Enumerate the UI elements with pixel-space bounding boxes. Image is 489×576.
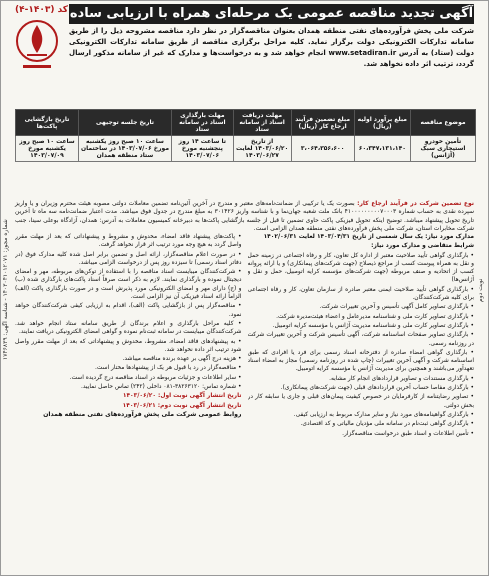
conditions-left-column xyxy=(15,233,242,569)
cell-briefing-date: ساعت ۱۰ صبح روز یکشنبه مورخ ۱۴۰۳/۰۷/۰۶ در ساختمان ستاد منطقه همدان xyxy=(79,136,172,162)
public-relations-signature: روابط عمومی شرکت ملی پخش فرآورده‌های نفتی منطقه همدان xyxy=(43,410,242,418)
list-item: • به پیشنهادهای فاقد امضاء، مشروط، مخدوش و پیشنهاداتی که بعد از مهلت مقرر واصل شود ترتیب اثر داده نخواهد شد. xyxy=(15,338,242,353)
company-logo-icon xyxy=(13,15,61,73)
cell-estimate: ۶۰،۳۴۷،۱۳۱،۱۴۰ xyxy=(354,136,410,162)
list-item: • در صورت اعلام مناقصه‌گزار، ارائه اصل و تضمین برابر اصل شده کلیه مدارک فوق (در دفاتر اسناد رسمی) تا سیزده روز پس از درخواست الزامی میباشد. xyxy=(15,251,242,266)
list-item: • سایر اطلاعات و جزئیات مربوطه در اسناد مناقصه درج گردیده است. xyxy=(69,374,242,381)
header-opening-date: تاریخ بازگشایی پاکت‌ها xyxy=(16,110,79,136)
list-item: • تصاویر رضایتنامه از کارفرمایان در خصوص کیفیت پیمان‌های قبلی و جاری یا سابقه کار در بخش دولتی. xyxy=(247,394,474,409)
list-item: • شماره تماس: ۳۸۲۶۳۱۲۰-۰۸۱ داخلی (۲۴۲) تماس حاصل نمایید. xyxy=(80,384,242,391)
notice-intro: شرکت ملی پخش فرآورده‌های نفتی منطقه همدان بعنوان مناقصه‌گزار در نظر دارد مناقصه مشروحه ذیل را از طریق سامانه تدارکات الکترونیکی دولت برگزار نماید. کلیه مراحل برگزاری مناقصه از طریق سامانه تدارکات الکترونیکی دولت (ستاد) به آدرس www.setadiran.ir انجام خواهد شد و به درخواست‌ها و مدارک که غیر از سامانه مذکور ارسال گردد، ترتیب اثر داده نخواهد شد. xyxy=(69,27,474,68)
table-row xyxy=(16,136,476,162)
cell-upload-deadline: تا ساعت ۱۴ روز پنجشنبه مورخ ۱۴۰۳/۰۷/۰۶ xyxy=(172,136,234,162)
list-item: • مناقصه‌گزار پس از بازگشایی پاکت (الف)، اقدام به ارزیابی کیفی شرکت‌کنندگان خواهد نمود. xyxy=(15,303,242,318)
table-header-row xyxy=(16,110,476,136)
list-item: • بارگذاری گواهی تأیید صلاحیت معتبر از اداره کل تعاون، کار و رفاه اجتماعی در زمینه حمل و نقل به همراه پیوست کسب از مراجع ذیصلاح (جهت شرکت‌های پیمانکاری) و یا ارائه پروانه کسب از اتحادیه و صنف مربوطه (جهت شرکت‌های مؤسسه کرایه اتومبیل، حمل و نقل و آژانس‌ها) xyxy=(247,252,474,284)
list-item: • پاکت‌های پیشنهاد فاقد امضاء، مخدوش و مشروط و پیشنهاداتی که بعد از مهلت مقرر واصل گردد به هیچ وجه مورد ترتیب اثر قرار نخواهد گرفت. xyxy=(15,234,242,249)
list-item: • بارگذاری مستندات و تصاویر قراردادهای انجام کار مشابه. xyxy=(329,375,474,382)
list-item: • بارگذاری گواهینامه‌های مورد نیاز و سایر مدارک مربوط به ارزیابی کیفی. xyxy=(293,411,474,418)
conditions-columns xyxy=(15,233,474,569)
list-item: • شرکت‌کنندگان میبایست اسناد مناقصه را با استفاده از توکن‌های مربوطه، مهر و امضای دیجیتال نموده و بارگذاری نمایند. لازم به ذکر است صرفاً اسناد پاکت‌های بارگذاری شده (ب) و (ج) دارای مهر و امضای الکترونیکی مورد پذیرش است و در صورت بارگذاری پاکت (الف) الزاماً ارائه اسناد فیزیکی آن نیز الزامی است. xyxy=(15,269,242,301)
list-item: • بارگذاری تصاویر کارت ملی و شناسنامه مدیرعامل و اعضاء هیئت‌مدیره شرکت. xyxy=(276,313,474,320)
cell-guarantee: ۳،۰۶۴،۳۵۶،۶۰۰ xyxy=(291,136,354,162)
list-item: • بارگذاری تصاویر صفحات اساسنامه شرکت، آگهی تأسیس شرکت و آخرین تغییرات شرکت در روزنامه رسمی. xyxy=(247,332,474,347)
header-upload-deadline: مهلت بارگذاری اسناد در سامانه ستاد xyxy=(172,110,234,136)
guarantee-note xyxy=(15,200,474,233)
header-briefing-date: تاریخ جلسه توجیهی xyxy=(79,110,172,136)
first-publication-date: تاریخ انتشار آگهی نوبت اول: ۱۴۰۳/۰۶/۲۰ xyxy=(122,393,242,400)
list-item: • کلیه مراحل بارگذاری و اعلام برندگان از طریق سامانه ستاد انجام خواهد شد. شرکت‌کنندگان میبایست در سامانه ثبت‌نام نموده و گواهی امضای الکترونیکی دریافت نمایند. xyxy=(15,320,242,336)
notice-code: (۴-۱۴۰۳) کد xyxy=(15,5,68,15)
list-item: • بارگذاری گواهی تأیید صلاحیت ایمنی معتبر صادره از سازمان تعاون، کار و رفاه اجتماعی برای کلیه شرکت‌کنندگان. xyxy=(247,286,474,302)
publication-round-strip: نوبت دوم xyxy=(477,278,484,302)
list-item: • بارگذاری گواهی امضاء صادره از دفترخانه اسناد رسمی برای فرد یا افرادی که طبق اساسنامه شرکت و آگهی آخرین تغییرات (چاپ شده در روزنامه رسمی) مجاز به امضاء اسناد تعهدآور می‌باشند و همچنین برای مدیریت آژانس یا مؤسسه کرایه اتومبیل. xyxy=(247,349,474,373)
license-number-strip: شماره مجوز: ۱۴۰۳۰۴۱۰۱۲۰۷۱ - شناسه آگهی: ۱۷۴۶۸۳۹ xyxy=(2,219,9,361)
header-guarantee: مبلغ تضمین فرآیند ارجاع کار (ریال) xyxy=(291,110,354,136)
cell-opening-date: ساعت ۱۰ صبح روز یکشنبه مورخ ۱۴۰۳/۰۷/۰۹ xyxy=(16,136,79,162)
list-item: شرایط متقاضی و مدارک مورد نیاز: xyxy=(371,243,474,250)
header-estimate: مبلغ برآورد اولیه (ریال) xyxy=(354,110,410,136)
guarantee-note-body: بصورت یک یا ترکیبی از ضمانت‌نامه‌های معتبر و مندرج در آخرین آئین‌نامه تضمین معاملات دولتی مصوبه هیئت محترم وزیران و یا واریز سپرده نقدی به حساب شماره ۴۱۰۰۰۰۰۰۰۰۰۷۰۰۰۳ بانک ملت شعبه جهان‌نما و با شناسه واریز ۳۰۱۴۲۶ به مبلغ مندرج در جدول فوق میباشد. مدت اعتبار ضمانت‌نامه سه ماه تا آخرین تاریخ تحویل پیشنهاد میباشد. توضیح اینکه تحویل فیزیکی پاکت حاوی تضمین تا قبل از جلسه بازگشایی پاکت‌ها به دبیرخانه کمیسیون معاملات به آدرس: همدان، آزادگاه بوعلی سینا، جنب شرکت مخابرات استان، شرکت ملی پخش فرآورده‌های نفتی منطقه همدان الزامی است. xyxy=(15,200,474,232)
notice-title: آگهی تجدید مناقصه عمومی یک مرحله‌ای همراه با ارزیابی ساده xyxy=(69,4,474,24)
header-subject: موضوع مناقصه xyxy=(411,110,476,136)
list-item: • مناقصه‌گزار در رد یا قبول هر یک از پیشنهادها مختار است. xyxy=(94,365,242,372)
list-item: • بارگذاری مفاصا حساب آخرین قراردادهای قبلی (جهت شرکت‌های پیمانکاری). xyxy=(280,385,474,392)
list-item: • هزینه درج آگهی بر عهده برنده مناقصه میباشد. xyxy=(122,356,242,363)
tender-table xyxy=(15,109,476,162)
list-item: مدارک مورد نیاز: یک سال شمسی از تاریخ ۱۴۰۳/۰۴/۳۱ لغایت ۱۴۰۲/۰۶/۳۱ xyxy=(263,234,474,240)
second-publication-date: تاریخ انتشار آگهی نوبت دوم: ۱۴۰۳/۰۶/۲۱ xyxy=(122,402,242,409)
list-item: • بارگذاری تصاویر کارت ملی و شناسنامه مدیریت آژانس یا مؤسسه کرایه اتومبیل. xyxy=(272,322,474,329)
list-item: • تأمین اطلاعات و اسناد طبق درخواست مناقصه‌گزار. xyxy=(342,430,474,437)
cell-download-deadline: از تاریخ ۱۴۰۳/۰۶/۲۰ لغایت ۱۴۰۳/۰۶/۲۷ xyxy=(233,136,291,162)
list-item: • بارگذاری گواهی ثبت‌نام در سامانه ملی مؤدیان مالیاتی و کد اقتصادی. xyxy=(300,421,474,428)
header-download-deadline: مهلت دریافت اسناد از سامانه ستاد xyxy=(233,110,291,136)
cell-subject: تأمین خودرو استیجاری سبک (آژانس) xyxy=(411,136,476,162)
guarantee-note-lead: نوع تضمین شرکت در فرآیند ارجاع کار: xyxy=(357,200,475,207)
conditions-right-column xyxy=(248,233,475,569)
list-item: • بارگذاری تصاویر کامل آگهی تأسیس و آخرین تغییرات شرکت. xyxy=(319,304,474,311)
